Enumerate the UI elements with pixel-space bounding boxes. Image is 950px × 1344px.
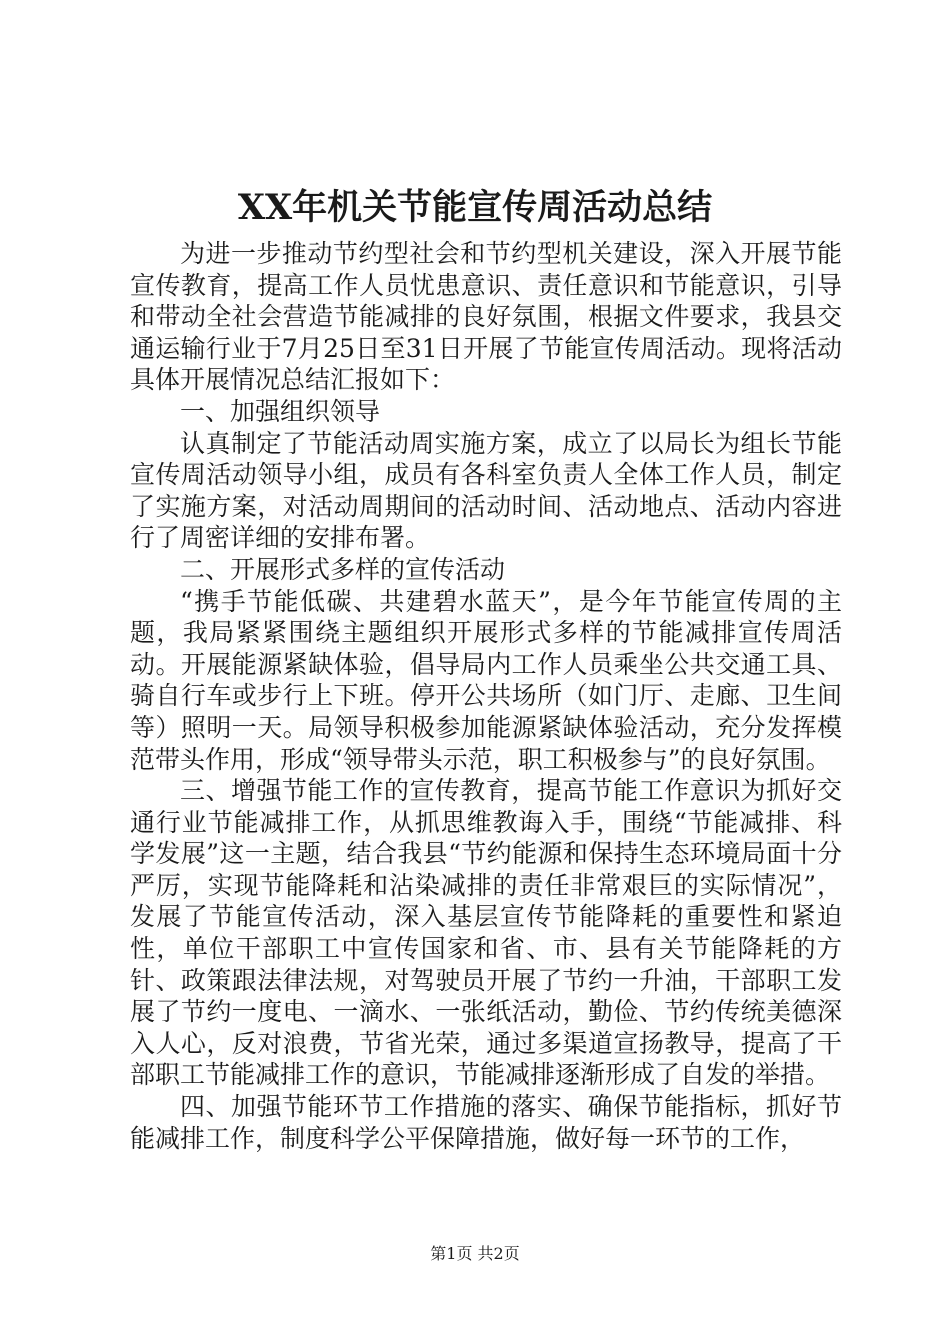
- section-heading-1: 一、加强组织领导: [180, 396, 381, 426]
- section-3-paragraph: 三、增强节能工作的宣传教育，提高节能工作意识为抓好交通行业节能减排工作，从抓思维教诲入手，围绕“节能减排、科学发展”这一主题，结合我县“节约能源和保持生态环境局面十分严厉，实现节能降耗和沾染减排的责任非常艰巨的实际情况”，发展了节能宣传活动，深入基层宣传节能降耗的重要性和紧迫性，单位干部职工中宣传国家和省、市、县有关节能降耗的方针、政策跟法律法规，对驾驶员开展了节约一升油，干部职工发展了节约一度电、一滴水、一张纸活动，勤俭、节约传统美德深入人心，反对浪费，节省光荣，通过多渠道宣扬教导，提高了干部职工节能减排工作的意识，节能减排逐渐形成了自发的举措。: [130, 776, 842, 1090]
- section-4-paragraph: 四、加强节能环节工作措施的落实、确保节能指标，抓好节能减排工作，制度科学公平保障措施，做好每一环节的工作，: [130, 1092, 842, 1153]
- section-1-paragraph: 认真制定了节能活动周实施方案，成立了以局长为组长节能宣传周活动领导小组，成员有各科室负责人全体工作人员，制定了实施方案，对活动周期间的活动时间、活动地点、活动内容进行了周密详细的安排布署。: [130, 428, 842, 553]
- section-2-paragraph: “携手节能低碳、共建碧水蓝天”，是今年节能宣传周的主题，我局紧紧围绕主题组织开展形式多样的节能减排宣传周活动。开展能源紧缺体验，倡导局内工作人员乘坐公共交通工具、骑自行车或步行上下班。停开公共场所（如门厅、走廊、卫生间等）照明一天。局领导积极参加能源紧缺体验活动，充分发挥模范带头作用，形成“领导带头示范，职工积极参与”的良好氛围。: [130, 586, 842, 774]
- document-title: XX年机关节能宣传周活动总结: [237, 187, 713, 228]
- intro-paragraph: 为进一步推动节约型社会和节约型机关建设，深入开展节能宣传教育，提高工作人员忧患意识、责任意识和节能意识，引导和带动全社会营造节能减排的良好氛围，根据文件要求，我县交通运输行业于7月25日至31日开展了节能宣传周活动。现将活动具体开展情况总结汇报如下：: [130, 239, 842, 395]
- document-body: [130, 238, 842, 1154]
- section-heading-2: 二、开展形式多样的宣传活动: [180, 554, 506, 584]
- page-number-footer: 第1页 共2页: [430, 1244, 520, 1263]
